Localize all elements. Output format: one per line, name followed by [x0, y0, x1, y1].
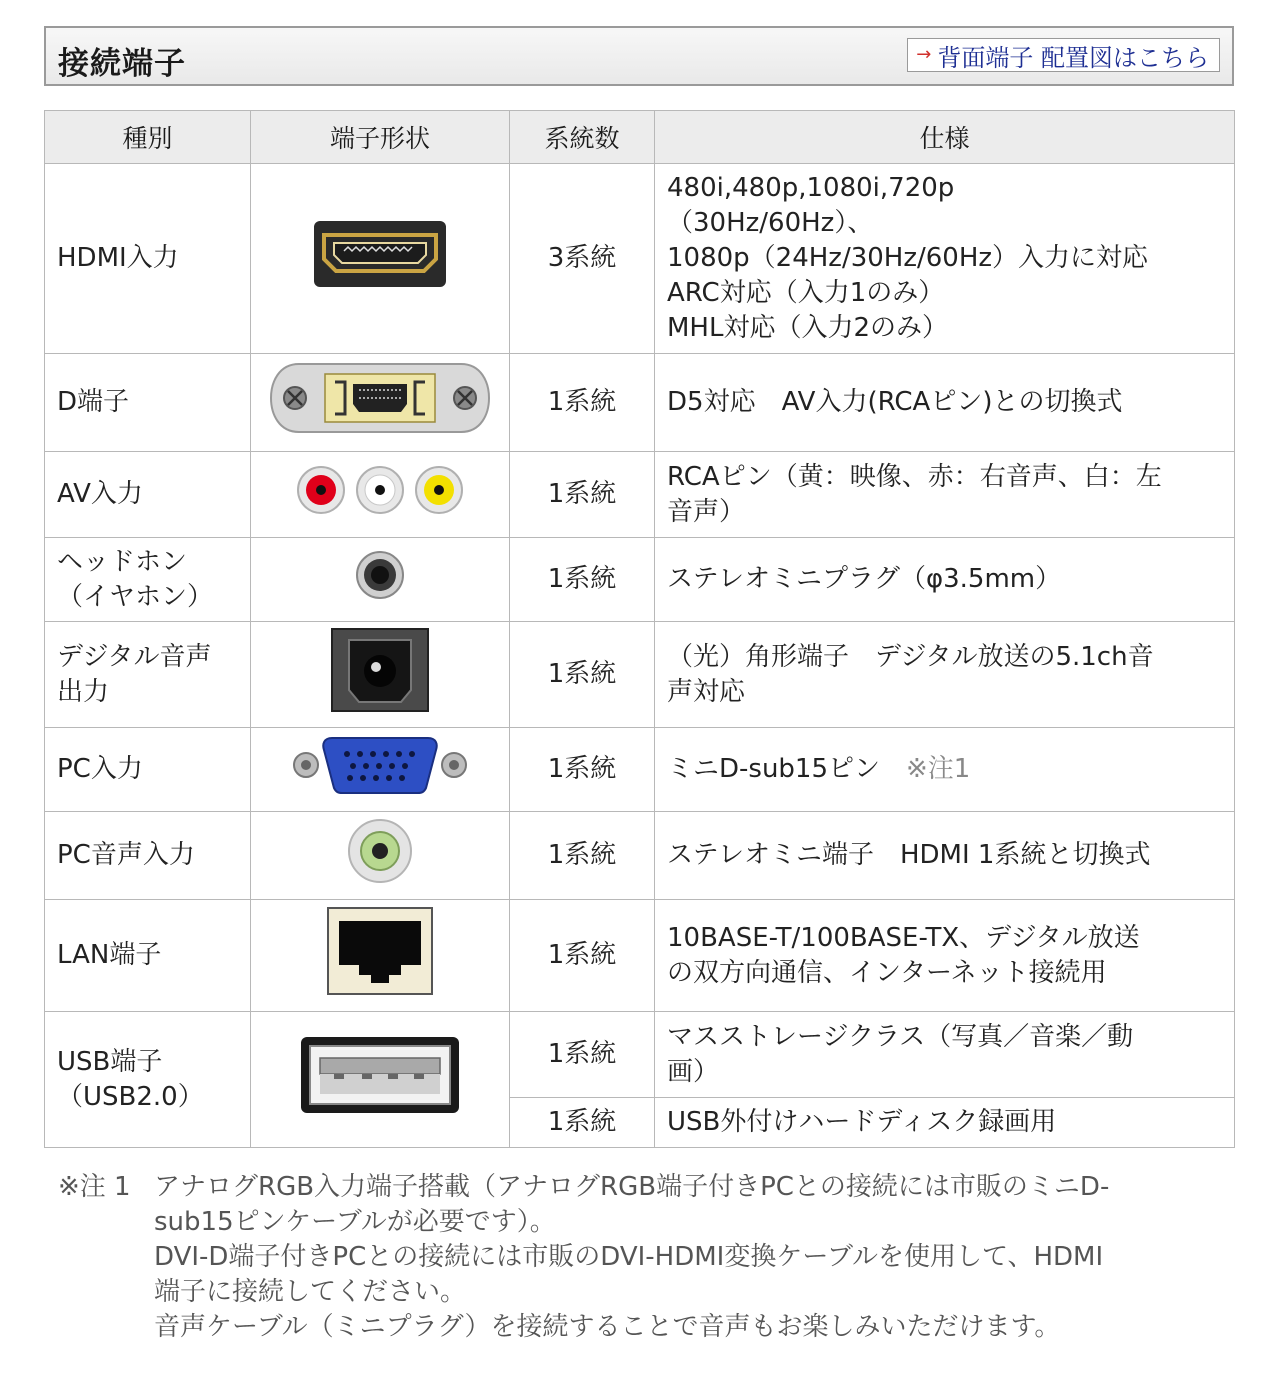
rear-layout-link[interactable] [907, 38, 1220, 72]
count-cell: 1系統 [510, 622, 655, 728]
column-header-shape: 端子形状 [251, 111, 510, 164]
note-reference: ※注1 [906, 754, 971, 784]
section-title: 接続端子 [58, 46, 186, 82]
count-cell: 1系統 [510, 812, 655, 900]
table-row [45, 622, 1235, 728]
usb-port-icon [300, 1036, 460, 1124]
rear-layout-link-label: 背面端子 配置図はこちら [937, 43, 1209, 72]
d-terminal-icon [269, 360, 491, 446]
spec-cell: ステレオミニプラグ（φ3.5mm） [655, 538, 1235, 622]
spec-cell: （光）角形端子 デジタル放送の5.1ch音 声対応 [655, 622, 1235, 728]
shape-cell [251, 452, 510, 538]
count-cell: 1系統 [510, 900, 655, 1012]
spec-cell: 10BASE-T/100BASE-TX、デジタル放送 の双方向通信、インターネット接続用 [655, 900, 1235, 1012]
vga-port-icon [292, 734, 468, 806]
shape-cell [251, 354, 510, 452]
spec-cell: D5対応 AV入力(RCAピン)との切換式 [655, 354, 1235, 452]
audio-mini-jack-icon [347, 818, 413, 894]
table-row [45, 900, 1235, 1012]
kind-cell: HDMI入力 [45, 164, 251, 354]
shape-cell [251, 164, 510, 354]
spec-cell: RCAピン（黄：映像、赤：右音声、白：左 音声） [655, 452, 1235, 538]
table-row [45, 452, 1235, 538]
hdmi-port-icon [314, 221, 446, 297]
headphone-jack-icon [355, 550, 405, 610]
kind-cell: ヘッドホン （イヤホン） [45, 538, 251, 622]
table-row [45, 354, 1235, 452]
spec-cell: マスストレージクラス（写真／音楽／動 画） [655, 1012, 1235, 1098]
connector-table [44, 110, 1235, 1148]
shape-cell [251, 900, 510, 1012]
lan-port-icon [327, 907, 433, 1005]
table-row [45, 1012, 1235, 1098]
table-row [45, 538, 1235, 622]
count-cell: 1系統 [510, 452, 655, 538]
spec-cell: ミニD-sub15ピン ※注1 [655, 728, 1235, 812]
optical-port-icon [331, 628, 429, 722]
count-cell: 1系統 [510, 728, 655, 812]
kind-cell: PC入力 [45, 728, 251, 812]
column-header-count: 系統数 [510, 111, 655, 164]
table-row [45, 164, 1235, 354]
spec-cell: 480i,480p,1080i,720p （30Hz/60Hz）、 1080p（24Hz/30Hz/60Hz）入力に対応 ARC対応（入力1のみ） MHL対応（入力2のみ） [655, 164, 1235, 354]
shape-cell [251, 538, 510, 622]
count-cell: 1系統 [510, 1098, 655, 1148]
shape-cell [251, 622, 510, 728]
spec-cell: ステレオミニ端子 HDMI 1系統と切換式 [655, 812, 1235, 900]
section-header [44, 26, 1234, 86]
kind-cell: LAN端子 [45, 900, 251, 1012]
column-header-kind: 種別 [45, 111, 251, 164]
column-header-spec: 仕様 [655, 111, 1235, 164]
kind-cell: デジタル音声 出力 [45, 622, 251, 728]
kind-cell: PC音声入力 [45, 812, 251, 900]
count-cell: 3系統 [510, 164, 655, 354]
kind-cell: AV入力 [45, 452, 251, 538]
spec-cell: USB外付けハードディスク録画用 [655, 1098, 1235, 1148]
shape-cell [251, 1012, 510, 1148]
rca-jacks-icon [295, 464, 465, 526]
shape-cell [251, 728, 510, 812]
table-row [45, 812, 1235, 900]
kind-cell: D端子 [45, 354, 251, 452]
count-cell: 1系統 [510, 538, 655, 622]
table-header-row [45, 111, 1235, 164]
count-cell: 1系統 [510, 1012, 655, 1098]
table-row [45, 728, 1235, 812]
arrow-right-icon: → [916, 44, 932, 65]
kind-cell: USB端子 （USB2.0） [45, 1012, 251, 1148]
shape-cell [251, 812, 510, 900]
count-cell: 1系統 [510, 354, 655, 452]
footnote-mark: ※注 1 [58, 1172, 131, 1202]
footnote-text: アナログRGB入力端子搭載（アナログRGB端子付きPCとの接続には市販のミニD- sub15ピンケーブルが必要です）。 DVI-D端子付きPCとの接続には市販のDVI-HDMI変換ケーブルを使用して、HDMI 端子に接続してください。 音声ケーブル（ミニプラグ）を接続することで音声もお楽しみいただけます。 [154, 1172, 1110, 1342]
